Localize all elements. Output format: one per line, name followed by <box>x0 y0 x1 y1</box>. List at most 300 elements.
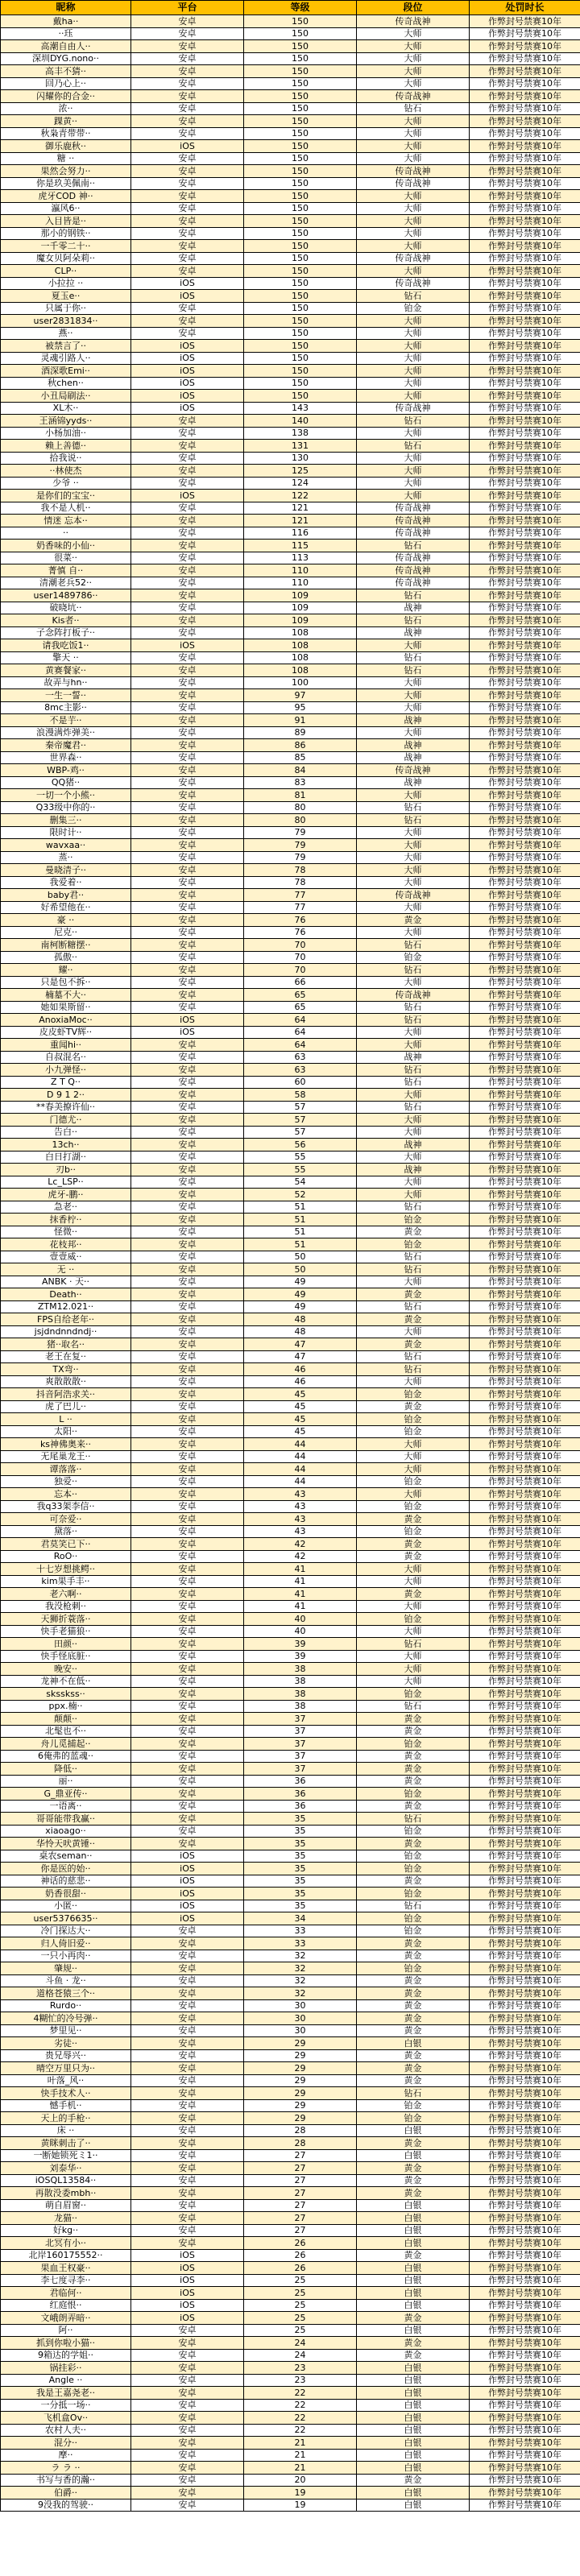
cell-penalty: 作弊封号禁赛10年 <box>470 1575 580 1588</box>
cell-platform: iOS <box>131 2287 244 2300</box>
cell-platform: 安卓 <box>131 726 244 739</box>
cell-rank: 大师 <box>357 1089 470 1102</box>
cell-level: 20 <box>244 2474 357 2487</box>
cell-level: 89 <box>244 726 357 739</box>
cell-rank: 白银 <box>357 2037 470 2050</box>
table-row <box>1 1688 580 1701</box>
cell-penalty: 作弊封号禁赛10年 <box>470 1663 580 1676</box>
cell-platform: 安卓 <box>131 502 244 515</box>
cell-level: 24 <box>244 2337 357 2350</box>
table-row <box>1 377 580 390</box>
cell-platform: 安卓 <box>131 1775 244 1788</box>
cell-nickname: 哥哥能带我赢·· <box>1 1813 131 1826</box>
table-row <box>1 1176 580 1189</box>
table-row <box>1 701 580 714</box>
cell-platform: 安卓 <box>131 739 244 752</box>
cell-level: 150 <box>244 40 357 53</box>
cell-penalty: 作弊封号禁赛10年 <box>470 1413 580 1426</box>
cell-rank: 战神 <box>357 1139 470 1152</box>
cell-rank: 铂金 <box>357 951 470 964</box>
cell-level: 110 <box>244 564 357 577</box>
cell-nickname: 孤傲·· <box>1 951 131 964</box>
table-row <box>1 1625 580 1638</box>
cell-penalty: 作弊封号禁赛10年 <box>470 2037 580 2050</box>
cell-rank: 传奇战神 <box>357 552 470 564</box>
cell-rank: 大师 <box>357 1151 470 1164</box>
cell-rank: 黄金 <box>357 2187 470 2200</box>
cell-platform: 安卓 <box>131 2412 244 2425</box>
cell-level: 37 <box>244 1738 357 1751</box>
table-row <box>1 1101 580 1114</box>
cell-level: 34 <box>244 1912 357 1925</box>
cell-penalty: 作弊封号禁赛10年 <box>470 964 580 977</box>
cell-rank: 大师 <box>357 140 470 153</box>
cell-penalty: 作弊封号禁赛10年 <box>470 1713 580 1726</box>
cell-level: 150 <box>244 290 357 303</box>
cell-platform: iOS <box>131 1014 244 1027</box>
cell-rank: 白银 <box>357 2274 470 2287</box>
cell-level: 70 <box>244 939 357 952</box>
cell-level: 55 <box>244 1151 357 1164</box>
cell-nickname: 可奈爱·· <box>1 1513 131 1526</box>
table-row <box>1 1974 580 1987</box>
cell-nickname: ··林使杰 <box>1 465 131 478</box>
cell-rank: 黄金 <box>357 1338 470 1351</box>
cell-platform: 安卓 <box>131 826 244 839</box>
cell-platform: 安卓 <box>131 165 244 178</box>
cell-rank: 铂金 <box>357 1425 470 1438</box>
cell-rank: 大师 <box>357 1650 470 1663</box>
cell-rank: 大师 <box>357 864 470 877</box>
cell-level: 76 <box>244 926 357 939</box>
cell-penalty: 作弊封号禁赛10年 <box>470 2174 580 2187</box>
cell-platform: iOS <box>131 2249 244 2262</box>
cell-nickname: 一语离·· <box>1 1800 131 1813</box>
table-row <box>1 77 580 90</box>
cell-level: 35 <box>244 1863 357 1875</box>
cell-platform: 安卓 <box>131 926 244 939</box>
cell-nickname: 子念阵打板子·· <box>1 626 131 639</box>
cell-rank: 黄金 <box>357 2074 470 2087</box>
cell-penalty: 作弊封号禁赛10年 <box>470 2199 580 2212</box>
cell-penalty: 作弊封号禁赛10年 <box>470 1064 580 1077</box>
table-row <box>1 427 580 440</box>
table-row <box>1 1400 580 1413</box>
cell-nickname: 擎天 ·· <box>1 651 131 664</box>
cell-nickname: 限时计·· <box>1 826 131 839</box>
cell-level: 84 <box>244 764 357 777</box>
cell-platform: 安卓 <box>131 1763 244 1776</box>
cell-platform: iOS <box>131 639 244 652</box>
cell-level: 36 <box>244 1775 357 1788</box>
cell-rank: 大师 <box>357 490 470 502</box>
cell-penalty: 作弊封号禁赛10年 <box>470 2287 580 2300</box>
cell-rank: 黄金 <box>357 2474 470 2487</box>
cell-level: 29 <box>244 2074 357 2087</box>
cell-nickname: 怪微·· <box>1 1226 131 1238</box>
cell-platform: 安卓 <box>131 976 244 989</box>
cell-penalty: 作弊封号禁赛10年 <box>470 1750 580 1763</box>
cell-level: 41 <box>244 1575 357 1588</box>
cell-rank: 大师 <box>357 190 470 203</box>
cell-nickname: 桌农seman·· <box>1 1850 131 1863</box>
cell-penalty: 作弊封号禁赛10年 <box>470 152 580 165</box>
cell-nickname: sksskss·· <box>1 1688 131 1701</box>
cell-nickname: **春美撩许仙·· <box>1 1101 131 1114</box>
cell-rank: 大师 <box>357 240 470 253</box>
cell-nickname: 农村人夫·· <box>1 2424 131 2437</box>
cell-level: 110 <box>244 577 357 589</box>
cell-platform: 安卓 <box>131 1825 244 1838</box>
cell-nickname: kim果手丰·· <box>1 1575 131 1588</box>
cell-level: 30 <box>244 2012 357 2025</box>
table-row <box>1 1800 580 1813</box>
table-row <box>1 1450 580 1463</box>
cell-platform: 安卓 <box>131 939 244 952</box>
cell-penalty: 作弊封号禁赛10年 <box>470 502 580 515</box>
cell-level: 35 <box>244 1838 357 1850</box>
cell-level: 44 <box>244 1438 357 1451</box>
cell-penalty: 作弊封号禁赛10年 <box>470 215 580 228</box>
table-row <box>1 1987 580 2000</box>
table-row <box>1 177 580 190</box>
cell-rank: 钻石 <box>357 440 470 453</box>
cell-platform: 安卓 <box>131 115 244 128</box>
cell-rank: 白银 <box>357 2149 470 2162</box>
cell-penalty: 作弊封号禁赛10年 <box>470 265 580 278</box>
cell-level: 79 <box>244 839 357 852</box>
cell-level: 150 <box>244 390 357 403</box>
cell-platform: 安卓 <box>131 2099 244 2112</box>
cell-penalty: 作弊封号禁赛10年 <box>470 2137 580 2150</box>
cell-penalty: 作弊封号禁赛10年 <box>470 77 580 90</box>
cell-penalty: 作弊封号禁赛10年 <box>470 2112 580 2125</box>
table-row <box>1 2212 580 2225</box>
table-row <box>1 2149 580 2162</box>
table-row <box>1 602 580 614</box>
cell-platform: 安卓 <box>131 552 244 564</box>
cell-platform: 安卓 <box>131 851 244 864</box>
cell-level: 131 <box>244 440 357 453</box>
cell-platform: 安卓 <box>131 814 244 827</box>
table-row <box>1 2312 580 2325</box>
table-row <box>1 689 580 702</box>
cell-rank: 大师 <box>357 1438 470 1451</box>
cell-level: 56 <box>244 1139 357 1152</box>
cell-platform: 安卓 <box>131 515 244 527</box>
cell-level: 150 <box>244 190 357 203</box>
cell-platform: 安卓 <box>131 127 244 140</box>
cell-level: 143 <box>244 402 357 415</box>
cell-platform: 安卓 <box>131 1700 244 1713</box>
cell-penalty: 作弊封号禁赛10年 <box>470 1813 580 1826</box>
cell-penalty: 作弊封号禁赛10年 <box>470 2087 580 2100</box>
cell-nickname: ··珏 <box>1 27 131 40</box>
cell-rank: 钻石 <box>357 1350 470 1363</box>
table-row <box>1 2337 580 2350</box>
cell-rank: 大师 <box>357 789 470 802</box>
cell-rank: 白银 <box>357 2374 470 2387</box>
cell-platform: 安卓 <box>131 1288 244 1301</box>
table-row <box>1 2487 580 2500</box>
cell-penalty: 作弊封号禁赛10年 <box>470 415 580 428</box>
cell-level: 150 <box>244 115 357 128</box>
cell-level: 40 <box>244 1625 357 1638</box>
cell-rank: 大师 <box>357 1625 470 1638</box>
cell-nickname: 我爱着·· <box>1 876 131 889</box>
cell-platform: 安卓 <box>131 1238 244 1251</box>
cell-nickname: 清潮老兵52·· <box>1 577 131 589</box>
cell-platform: 安卓 <box>131 302 244 315</box>
cell-nickname: 虎了巴儿·· <box>1 1400 131 1413</box>
cell-platform: 安卓 <box>131 1001 244 1014</box>
cell-level: 33 <box>244 1937 357 1950</box>
table-row <box>1 1425 580 1438</box>
cell-platform: 安卓 <box>131 839 244 852</box>
cell-platform: 安卓 <box>131 2474 244 2487</box>
cell-platform: 安卓 <box>131 1463 244 1476</box>
table-body <box>1 15 580 2512</box>
table-row <box>1 951 580 964</box>
cell-nickname: WBP-鸡·· <box>1 764 131 777</box>
cell-nickname: 浪漫满炸弹美·· <box>1 726 131 739</box>
cell-platform: 安卓 <box>131 1201 244 1214</box>
cell-level: 150 <box>244 365 357 378</box>
cell-level: 76 <box>244 914 357 927</box>
cell-level: 28 <box>244 2137 357 2150</box>
cell-penalty: 作弊封号禁赛10年 <box>470 1912 580 1925</box>
cell-rank: 黄金 <box>357 1875 470 1888</box>
cell-nickname: 小九弹怪·· <box>1 1064 131 1077</box>
cell-penalty: 作弊封号禁赛10年 <box>470 2012 580 2025</box>
table-row <box>1 1338 580 1351</box>
cell-penalty: 作弊封号禁赛10年 <box>470 2387 580 2400</box>
cell-penalty: 作弊封号禁赛10年 <box>470 1725 580 1738</box>
cell-platform: iOS <box>131 1850 244 1863</box>
cell-rank: 钻石 <box>357 1064 470 1077</box>
cell-rank: 大师 <box>357 689 470 702</box>
table-row <box>1 1026 580 1039</box>
cell-nickname: ANBK · 天·· <box>1 1276 131 1288</box>
cell-nickname: 破晓坑·· <box>1 602 131 614</box>
cell-platform: 安卓 <box>131 1076 244 1089</box>
cell-platform: 安卓 <box>131 2137 244 2150</box>
cell-penalty: 作弊封号禁赛10年 <box>470 1600 580 1613</box>
cell-rank: 传奇战神 <box>357 989 470 1002</box>
cell-platform: 安卓 <box>131 527 244 540</box>
cell-level: 78 <box>244 864 357 877</box>
cell-level: 27 <box>244 2187 357 2200</box>
table-row <box>1 2199 580 2212</box>
cell-level: 66 <box>244 976 357 989</box>
cell-rank: 大师 <box>357 77 470 90</box>
cell-platform: 安卓 <box>131 215 244 228</box>
cell-platform: 安卓 <box>131 1999 244 2012</box>
cell-penalty: 作弊封号禁赛10年 <box>470 1838 580 1850</box>
cell-platform: 安卓 <box>131 1688 244 1701</box>
cell-platform: 安卓 <box>131 27 244 40</box>
cell-platform: 安卓 <box>131 2149 244 2162</box>
cell-rank: 大师 <box>357 701 470 714</box>
cell-rank: 铂金 <box>357 1912 470 1925</box>
table-row <box>1 2249 580 2262</box>
cell-penalty: 作弊封号禁赛10年 <box>470 1700 580 1713</box>
table-row <box>1 2374 580 2387</box>
cell-penalty: 作弊封号禁赛10年 <box>470 1214 580 1226</box>
cell-nickname: 一千零二十·· <box>1 240 131 253</box>
cell-level: 46 <box>244 1375 357 1388</box>
cell-nickname: 自叔混名·· <box>1 1051 131 1064</box>
cell-platform: 安卓 <box>131 1725 244 1738</box>
table-row <box>1 227 580 240</box>
cell-rank: 铂金 <box>357 1525 470 1538</box>
cell-rank: 大师 <box>357 202 470 215</box>
cell-nickname: 爽散散散·· <box>1 1375 131 1388</box>
cell-level: 109 <box>244 614 357 627</box>
cell-platform: 安卓 <box>131 1950 244 1962</box>
cell-nickname: 舟儿觅捕起·· <box>1 1738 131 1751</box>
cell-nickname: G_鼎亚传·· <box>1 1788 131 1801</box>
table-row <box>1 202 580 215</box>
cell-nickname: 黄赛餐家·· <box>1 664 131 677</box>
cell-nickname: 晚安·· <box>1 1663 131 1676</box>
cell-level: 55 <box>244 1164 357 1176</box>
cell-rank: 黄金 <box>357 1750 470 1763</box>
cell-rank: 大师 <box>357 876 470 889</box>
cell-level: 51 <box>244 1214 357 1226</box>
cell-rank: 黄金 <box>357 2162 470 2175</box>
table-row <box>1 1600 580 1613</box>
cell-penalty: 作弊封号禁赛10年 <box>470 676 580 689</box>
cell-penalty: 作弊封号禁赛10年 <box>470 814 580 827</box>
cell-rank: 铂金 <box>357 1888 470 1900</box>
cell-penalty: 作弊封号禁赛10年 <box>470 377 580 390</box>
table-row <box>1 1663 580 1676</box>
cell-platform: 安卓 <box>131 452 244 465</box>
cell-nickname: 丽·· <box>1 1775 131 1788</box>
cell-platform: 安卓 <box>131 1613 244 1626</box>
cell-penalty: 作弊封号禁赛10年 <box>470 1114 580 1127</box>
cell-level: 86 <box>244 739 357 752</box>
cell-rank: 战神 <box>357 776 470 789</box>
cell-penalty: 作弊封号禁赛10年 <box>470 901 580 914</box>
cell-rank: 大师 <box>357 1325 470 1338</box>
cell-penalty: 作弊封号禁赛10年 <box>470 589 580 602</box>
cell-platform: 安卓 <box>131 1500 244 1513</box>
cell-level: 39 <box>244 1650 357 1663</box>
cell-platform: 安卓 <box>131 177 244 190</box>
cell-platform: iOS <box>131 2312 244 2325</box>
cell-level: 26 <box>244 2249 357 2262</box>
table-row <box>1 2449 580 2462</box>
cell-platform: iOS <box>131 1912 244 1925</box>
cell-level: 38 <box>244 1700 357 1713</box>
cell-level: 47 <box>244 1350 357 1363</box>
cell-penalty: 作弊封号禁赛10年 <box>470 1139 580 1152</box>
cell-nickname: 王涵锦yyds·· <box>1 415 131 428</box>
table-row <box>1 365 580 378</box>
cell-nickname: 快手老猫狼·· <box>1 1625 131 1638</box>
cell-rank: 白银 <box>357 2237 470 2250</box>
cell-penalty: 作弊封号禁赛10年 <box>470 1775 580 1788</box>
cell-penalty: 作弊封号禁赛10年 <box>470 1850 580 1863</box>
cell-nickname: 飞机盒Ov·· <box>1 2412 131 2425</box>
table-row <box>1 2474 580 2487</box>
table-row <box>1 739 580 752</box>
cell-platform: 安卓 <box>131 1675 244 1688</box>
cell-level: 150 <box>244 340 357 353</box>
cell-rank: 战神 <box>357 1164 470 1176</box>
table-row <box>1 626 580 639</box>
cell-penalty: 作弊封号禁赛10年 <box>470 564 580 577</box>
table-row <box>1 726 580 739</box>
cell-nickname: 门德尤·· <box>1 1114 131 1127</box>
cell-nickname: Kis者·· <box>1 614 131 627</box>
table-row <box>1 1325 580 1338</box>
cell-rank: 大师 <box>357 40 470 53</box>
cell-penalty: 作弊封号禁赛10年 <box>470 2274 580 2287</box>
table-row <box>1 1363 580 1376</box>
cell-nickname: 红庭恨·· <box>1 2299 131 2312</box>
cell-rank: 传奇战神 <box>357 764 470 777</box>
cell-level: 27 <box>244 2199 357 2212</box>
cell-level: 27 <box>244 2162 357 2175</box>
cell-penalty: 作弊封号禁赛10年 <box>470 2237 580 2250</box>
cell-platform: 安卓 <box>131 2074 244 2087</box>
cell-level: 24 <box>244 2349 357 2362</box>
table-row <box>1 664 580 677</box>
cell-penalty: 作弊封号禁赛10年 <box>470 1101 580 1114</box>
cell-nickname: 耀·· <box>1 964 131 977</box>
cell-rank: 钻石 <box>357 1900 470 1912</box>
cell-level: 42 <box>244 1550 357 1563</box>
cell-penalty: 作弊封号禁赛10年 <box>470 1613 580 1626</box>
cell-nickname: 北岸160175552·· <box>1 2249 131 2262</box>
cell-rank: 白银 <box>357 2499 470 2512</box>
cell-penalty: 作弊封号禁赛10年 <box>470 1875 580 1888</box>
cell-rank: 大师 <box>357 365 470 378</box>
table-row <box>1 577 580 589</box>
cell-penalty: 作弊封号禁赛10年 <box>470 2024 580 2037</box>
cell-penalty: 作弊封号禁赛10年 <box>470 1338 580 1351</box>
cell-rank: 钻石 <box>357 1263 470 1276</box>
cell-level: 97 <box>244 689 357 702</box>
table-row <box>1 1838 580 1850</box>
cell-penalty: 作弊封号禁赛10年 <box>470 801 580 814</box>
cell-level: 22 <box>244 2424 357 2437</box>
cell-rank: 钻石 <box>357 1201 470 1214</box>
cell-level: 29 <box>244 2087 357 2100</box>
cell-platform: 安卓 <box>131 477 244 490</box>
cell-nickname: 曼晓清子·· <box>1 864 131 877</box>
cell-nickname: 老六啊·· <box>1 1588 131 1601</box>
table-row <box>1 2324 580 2337</box>
cell-penalty: 作弊封号禁赛10年 <box>470 2462 580 2475</box>
cell-level: 26 <box>244 2237 357 2250</box>
table-row <box>1 939 580 952</box>
cell-platform: 安卓 <box>131 1663 244 1676</box>
table-row <box>1 215 580 228</box>
cell-penalty: 作弊封号禁赛10年 <box>470 527 580 540</box>
cell-platform: 安卓 <box>131 602 244 614</box>
cell-level: 44 <box>244 1463 357 1476</box>
cell-penalty: 作弊封号禁赛10年 <box>470 2337 580 2350</box>
cell-penalty: 作弊封号禁赛10年 <box>470 327 580 340</box>
cell-platform: 安卓 <box>131 764 244 777</box>
cell-penalty: 作弊封号禁赛10年 <box>470 826 580 839</box>
cell-penalty: 作弊封号禁赛10年 <box>470 1538 580 1551</box>
cell-penalty: 作弊封号禁赛10年 <box>470 1014 580 1027</box>
